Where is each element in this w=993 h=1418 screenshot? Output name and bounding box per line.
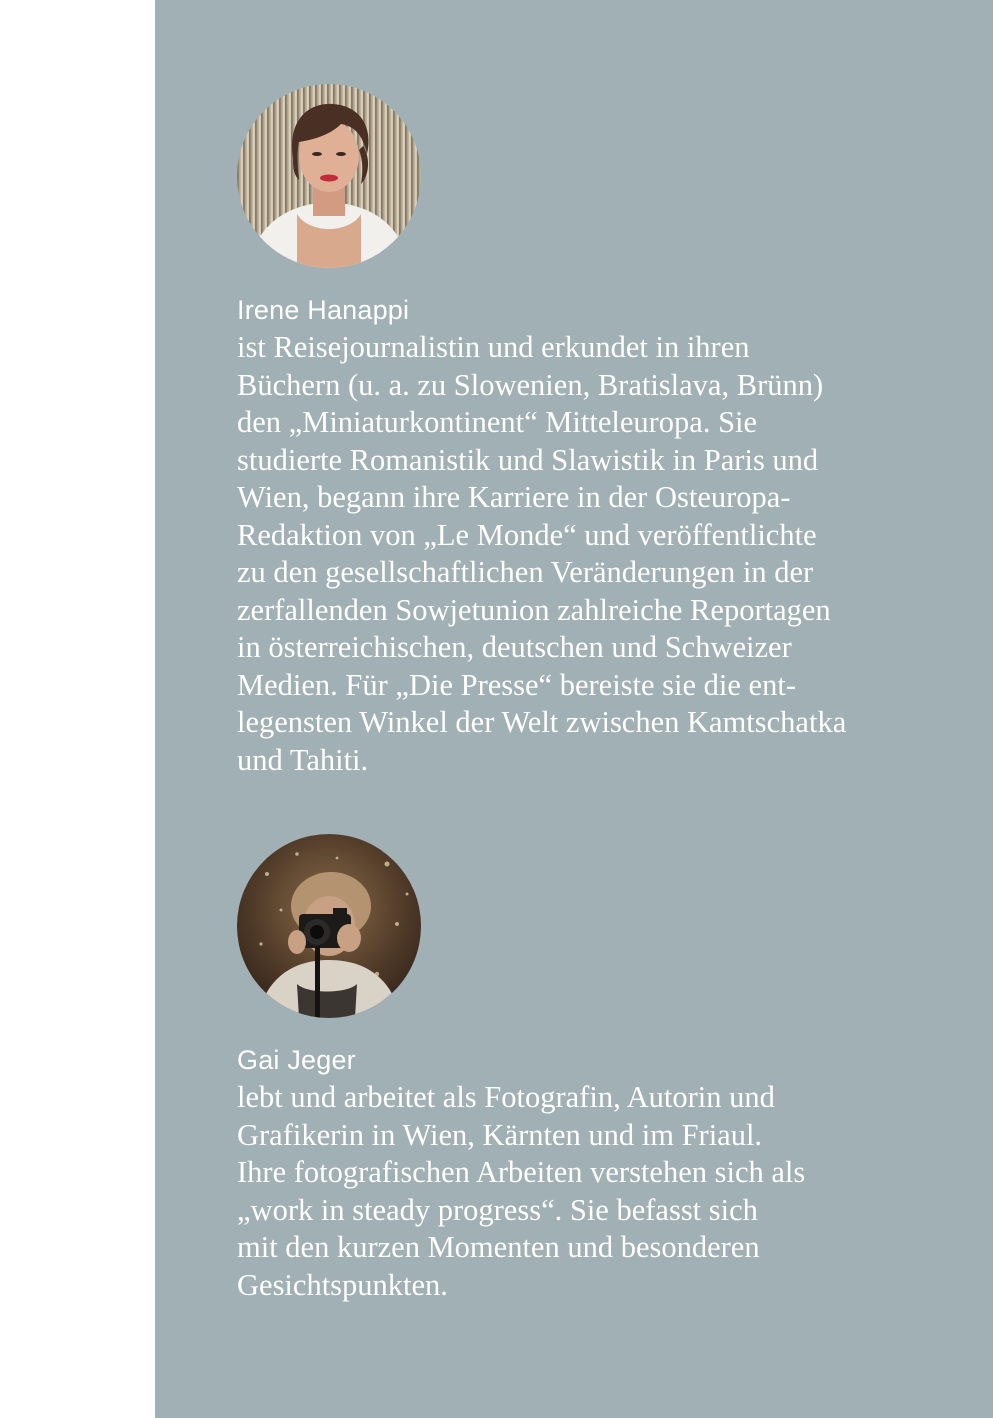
- bio-line: Medien. Für „Die Presse“ bereiste sie die ent-: [237, 667, 796, 702]
- bio-line: „work in steady progress“. Sie befasst sich: [237, 1192, 758, 1227]
- bio-line: zerfallenden Sowjetunion zahlreiche Reportagen: [237, 592, 831, 627]
- bio-line: Redaktion von „Le Monde“ und veröffentlichte: [237, 517, 817, 552]
- author-bio-text: [237, 1079, 917, 1304]
- bio-line: Ihre fotografischen Arbeiten verstehen sich als: [237, 1155, 806, 1189]
- bio-line: Büchern (u. a. zu Slowenien, Bratislava, Brünn): [237, 367, 824, 402]
- portrait-camera-icon: [237, 834, 421, 1018]
- author-bio-irene-hanappi: [237, 84, 917, 779]
- bio-line: lebt und arbeitet als Fotografin, Autorin und: [237, 1080, 775, 1114]
- bio-line: Wien, begann ihre Karriere in der Osteuropa-: [237, 480, 791, 514]
- bio-line: und Tahiti.: [237, 742, 369, 777]
- bio-line: den „Miniaturkontinent“ Mitteleuropa. Sie: [237, 405, 758, 439]
- author-bio-text: [237, 329, 917, 779]
- bio-line: studierte Romanistik und Slawistik in Paris und: [237, 442, 819, 477]
- bio-line: Grafikerin in Wien, Kärnten und im Friaul.: [237, 1117, 763, 1152]
- bio-line: zu den gesellschaftlichen Veränderungen in der: [237, 555, 814, 589]
- author-name: Gai Jeger: [237, 1045, 356, 1075]
- bio-line: ist Reisejournalistin und erkundet in ihren: [237, 330, 750, 364]
- bio-line: mit den kurzen Momenten und besonderen: [237, 1230, 760, 1264]
- author-portrait: [237, 834, 421, 1018]
- bio-line: legensten Winkel der Welt zwischen Kamtschatka: [237, 705, 847, 739]
- bio-line: Gesichtspunkten.: [237, 1267, 448, 1302]
- author-bio-gai-jeger: [237, 834, 917, 1304]
- author-portrait: [237, 84, 421, 268]
- bio-line: in österreichischen, deutschen und Schweizer: [237, 630, 792, 664]
- author-name: Irene Hanappi: [237, 295, 410, 325]
- portrait-woman-icon: [237, 84, 421, 268]
